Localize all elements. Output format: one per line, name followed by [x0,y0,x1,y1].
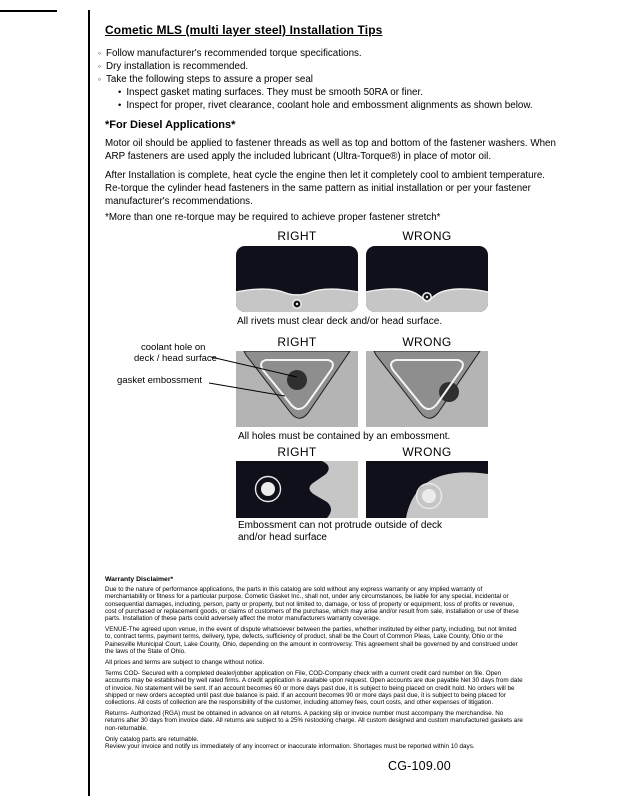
warranty-paragraph: Terms COD- Secured with a completed dealer/jobber application on File, COD-Company check with a current credit card number on file. Open accounts may be established by well rated firms. A credit application is available upon request. Open accounts are due payable Net 30 days from date of invoice. No statement will be sent. If an account becomes 60 or more days past due, it is subject to being placed on credit hold. No orders will be shipped or new orders accepted until past due balance is paid. If an account becomes 90 or more days past due, it is subject to being placed for collections. All costs of collection are the responsibility of the customer, including attorney fees, court costs, and other expenses of litigation. [105,670,523,707]
rivet-hub [426,296,428,298]
tip-text: Take the following steps to assure a proper seal [106,74,313,85]
embossment-caption: Embossment can not protrude outside of deck and/or head surface [238,520,443,543]
coolant-caption: All holes must be contained by an embossment. [238,431,451,442]
right-label-row2: RIGHT [277,335,317,349]
page-title: Cometic MLS (multi layer steel) Installation Tips [105,23,383,37]
diagram-rivet-right [236,246,358,312]
warranty-paragraph: VENUE-The agreed upon venue, in the event of dispute whatsoever between the parties, whether instituted by either party, including, but not limited to, contract terms, payment terms, delivery, type, defects, sufficiency of product, shall be the Court of Common Pleas, Lake County, Ohio or the Painesville Municipal Court, Lake County, Ohio, depending on the amount in controversy. This agreement shall be governed by and construed under the laws of the State of Ohio. [105,626,518,655]
open-bullet-icon: ◦ [98,48,102,58]
diagram-rivet-wrong [366,246,488,312]
top-left-border-line [0,10,57,12]
right-label-row3: RIGHT [277,445,317,459]
tip-text: Dry installation is recommended. [106,61,249,72]
tip-text: Inspect for proper, rivet clearance, coolant hole and embossment alignments as shown below. [126,100,533,111]
filled-bullet-icon: • [118,100,122,111]
gasket-embossment-callout: gasket embossment [117,375,203,386]
open-bullet-icon: ◦ [98,61,102,71]
diagram-coolant-wrong [366,351,488,427]
wrong-label-row2: WRONG [402,335,452,349]
tips-list [98,47,533,112]
warranty-paragraph: All prices and terms are subject to change without notice. [105,659,265,667]
open-bullet-icon: ◦ [98,74,102,84]
page-number: CG-109.00 [388,759,451,773]
warranty-paragraph: Due to the nature of performance applications, the parts in this catalog are sold without any express warranty or any implied warranty of merchantability or fitness for a particular purpose. Cometic Gasket Inc., shall not, under any circumstances, be liable for any special, incidental or consequential damages, including, person, party or property, but not limited to, damage, or loss of property or equipment, loss of profits or revenue, cost of purchased or replacement goods, or claims of customers of the purchase, which may arise and/or result from sale, installation or use of these parts. Installation of these parts could adversely affect the motor manufacturers warranty coverage. [105,586,519,623]
diesel-paragraph-2: After Installation is complete, heat cycle the engine then let it completely cool to ambient temperature. Re-torque the cylinder head fasteners in the same pattern as initial installation or per your fastener manufacturer's recommendations. [105,170,546,207]
list-item [118,99,533,112]
filled-bullet-icon: • [118,87,122,98]
warranty-paragraph: Only catalog parts are returnable. [105,735,199,743]
bolt-hole [261,482,275,496]
warranty-heading: Warranty Disclaimer* [105,576,174,583]
wrong-label-row1: WRONG [402,229,452,243]
list-item [98,60,533,73]
warranty-paragraph: Review your invoice and notify us immediately of any incorrect or inaccurate information. Shortages must be reported within 10 days. [105,743,475,751]
tip-text: Inspect gasket mating surfaces. They must be smooth 50RA or finer. [126,87,423,98]
list-item [98,47,533,60]
coolant-hole [439,382,459,402]
diagram-embossment-wrong [366,461,488,518]
diesel-applications-heading: *For Diesel Applications* [105,119,236,131]
left-border-line [88,10,90,796]
callout-pointer-lines [205,347,305,402]
warranty-paragraph: Returns- Authorized (RGA) must be obtained in advance on all returns. A packing slip or invoice number must accompany the merchandise. No returns after 30 days from invoice date. All returns are subject to a 25% restocking charge. All custom designed and custom manufactured gaskets are non-returnable. [105,710,523,732]
coolant-hole-callout-line1: coolant hole on [141,342,206,353]
bolt-hole [422,489,436,503]
wrong-label-row3: WRONG [402,445,452,459]
list-item [98,73,533,86]
coolant-hole-callout-line2: deck / head surface [134,353,217,364]
rivet-hub [296,303,298,305]
embossment-pointer-line [209,383,285,396]
warranty-section [105,576,523,754]
coolant-pointer-line [211,357,297,377]
diesel-paragraph-1: Motor oil should be applied to fastener threads as well as top and bottom of the fastener washers. When ARP fasteners are used apply the included lubricant (Ultra-Torque®) in place of motor oil. [105,138,556,162]
right-label-row1: RIGHT [277,229,317,243]
tip-text: Follow manufacturer's recommended torque specifications. [106,48,362,59]
rivet-caption: All rivets must clear deck and/or head surface. [237,316,443,327]
list-item [118,86,533,99]
diagram-embossment-right [236,461,358,518]
retorque-note: *More than one re-torque may be required to achieve proper fastener stretch* [105,212,441,223]
